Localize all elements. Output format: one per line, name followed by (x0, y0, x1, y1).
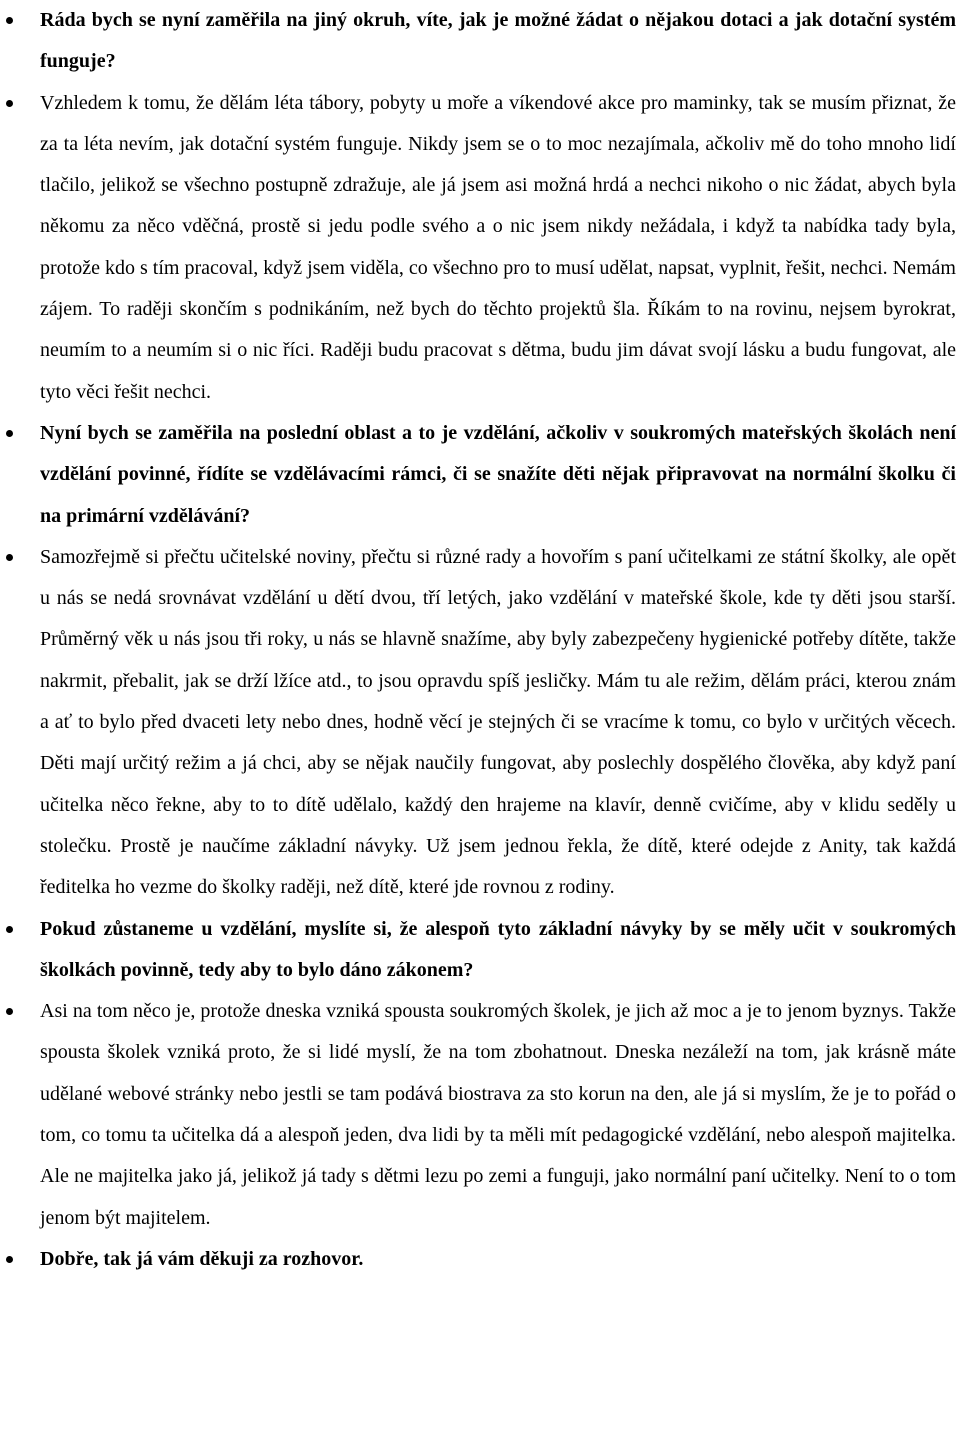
question-text: Pokud zůstaneme u vzdělání, myslíte si, že alespoň tyto základní návyky by se měly učit v soukromých školkách povinně, tedy aby to bylo dáno zákonem? (40, 917, 956, 981)
list-item-question (0, 0, 960, 83)
answer-text: Samozřejmě si přečtu učitelské noviny, přečtu si různé rady a hovořím s paní učitelkami ze státní školky, ale opět u nás se nedá srovnávat vzdělání u dětí dvou, tří letých, jako vzdělání v mateřské škole, kde ty děti jsou starší. Průměrný věk u nás jsou tři roky, u nás se hlavně snažíme, aby byly zabezpečeny hygienické potřeby dítěte, takže nakrmit, přebalit, jak se drží lžíce atd., to jsou opravdu spíš jesličky. Mám tu ale režim, dělám práci, kterou znám a ať to bylo před dvaceti lety nebo dnes, hodně věcí je stejných či se vracíme k tomu, co bylo v určitých věcech. Děti mají určitý režim a já chci, aby se nějak naučily fungovat, aby poslechly dospělého člověka, aby když paní učitelka něco řekne, aby to to dítě udělalo, každý den hrajeme na klavír, denně cvičíme, aby v klidu seděly u stolečku. Prostě je naučíme základní návyky. Už jsem jednou řekla, že dítě, které odejde z Anity, tak každá ředitelka ho vezme do školky raději, než dítě, které jde rovnou z rodiny. (40, 545, 956, 899)
bullet-icon (6, 1008, 13, 1015)
bullet-icon (6, 1256, 13, 1263)
question-text: Nyní bych se zaměřila na poslední oblast a to je vzdělání, ačkoliv v soukromých mateřských školách není vzdělání povinné, řídíte se vzdělávacími rámci, či se snažíte děti nějak připravovat na normální školku či na primární vzdělávání? (40, 421, 956, 527)
question-text: Dobře, tak já vám děkuji za rozhovor. (40, 1247, 364, 1270)
bullet-icon (6, 430, 13, 437)
bullet-icon (6, 17, 13, 24)
question-text: Ráda bych se nyní zaměřila na jiný okruh, víte, jak je možné žádat o nějakou dotaci a jak dotační systém funguje? (40, 9, 956, 73)
bullet-icon (6, 100, 13, 107)
answer-text: Asi na tom něco je, protože dneska vzniká spousta soukromých školek, je jich až moc a je to jenom byznys. Takže spousta školek vzniká proto, že si lidé myslí, že na tom zbohatnout. Dneska nezáleží na tom, jak krásně máte udělané webové stránky nebo jestli se tam podává biostrava za sto korun na den, ale já si myslím, že je to pořád o tom, co tomu ta učitelka dá a alespoň jeden, dva lidi by ta měli mít pedagogické vzdělání, nebo alespoň majitelka. Ale ne majitelka jako já, jelikož já tady s dětmi lezu po zemi a funguji, jako normální paní učitelky. Není to o tom jenom být majitelem. (40, 1000, 956, 1229)
answer-text: Vzhledem k tomu, že dělám léta tábory, pobyty u moře a víkendové akce pro maminky, tak se musím přiznat, že za ta léta nevím, jak dotační systém funguje. Nikdy jsem se o to moc nezajímala, ačkoliv mě do toho mnoho lidí tlačilo, jelikož se všechno postupně zdražuje, ale já jsem asi možná hrdá a nechci nikoho o nic žádat, abych byla někomu za něco vděčná, prostě si jedu podle svého a o nic jsem nikdy nežádala, i když ta nabídka tady byla, protože kdo s tím pracoval, když jsem viděla, co všechno pro to musí udělat, napsat, vyplnit, řešit, nechci. Nemám zájem. To raději skončím s podnikáním, než bych do těchto projektů šla. Říkám to na rovinu, nejsem byrokrat, neumím to a neumím si o nic říci. Raději budu pracovat s dětma, budu jim dávat svojí lásku a budu fungovat, ale tyto věci řešit nechci. (40, 91, 956, 403)
list-item-answer (0, 83, 960, 413)
bullet-icon (6, 554, 13, 561)
bullet-icon (6, 926, 13, 933)
list-item-question (0, 413, 960, 537)
list-item-answer (0, 537, 960, 909)
list-item-question (0, 909, 960, 992)
list-item-question (0, 1239, 960, 1280)
list-item-answer (0, 991, 960, 1239)
